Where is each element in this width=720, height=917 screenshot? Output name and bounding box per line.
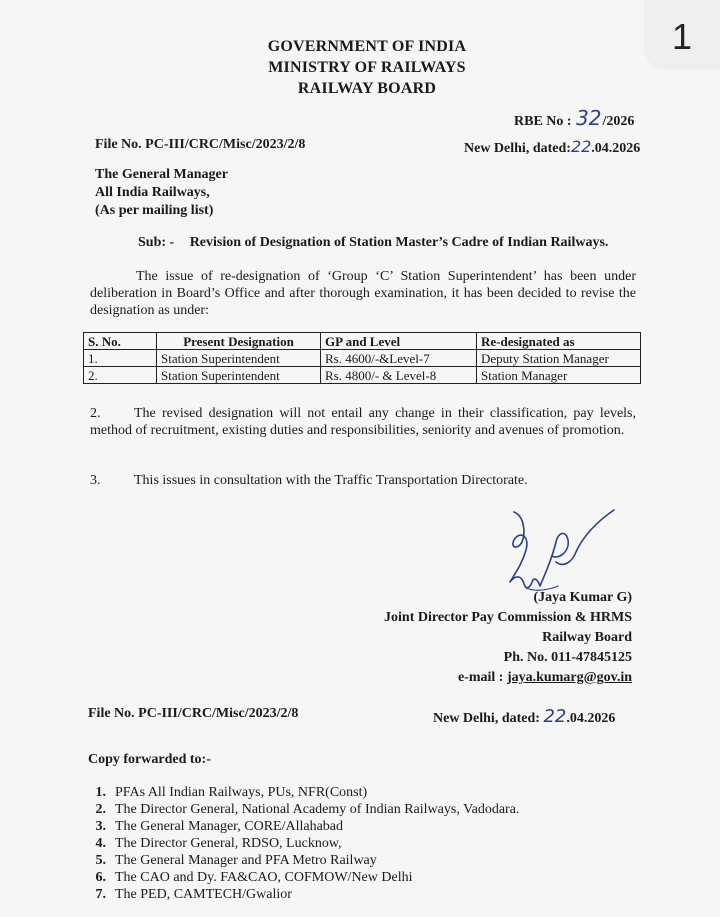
- header-ministry: MINISTRY OF RAILWAYS: [268, 59, 466, 76]
- addressee-line: The General Manager: [95, 167, 228, 182]
- list-item-text: The Director General, RDSO, Lucknow,: [115, 836, 342, 851]
- subject-label: Sub: -: [138, 235, 175, 250]
- signatory-block: [384, 588, 632, 688]
- signatory-designation: Joint Director Pay Commission & HRMS: [384, 610, 632, 625]
- footer-date-day-handwritten: 22: [543, 706, 567, 727]
- list-item: [86, 835, 519, 852]
- date-prefix: New Delhi, dated:: [464, 141, 571, 156]
- footer-file-number: File No. PC-III/CRC/Misc/2023/2/8: [88, 706, 299, 721]
- rbe-number-handwritten: 32: [576, 106, 602, 130]
- list-item-text: PFAs All Indian Railways, PUs, NFR(Const): [115, 785, 368, 800]
- column-header: S. No.: [84, 333, 157, 350]
- column-header: Re-designated as: [477, 333, 641, 350]
- paragraph-3: [90, 472, 636, 489]
- table-cell: Rs. 4600/-&Level-7: [321, 350, 477, 367]
- list-item-number: 5.: [95, 853, 106, 868]
- subject-text: Revision of Designation of Station Master’s Cadre of Indian Railways.: [189, 235, 609, 250]
- rbe-number: [514, 106, 634, 130]
- header-government: GOVERNMENT OF INDIA: [267, 38, 467, 55]
- signature-image: [496, 502, 626, 602]
- signatory-office: Railway Board: [542, 630, 632, 645]
- list-item: [86, 801, 519, 818]
- list-item: [86, 784, 519, 801]
- table-cell: 2.: [84, 367, 157, 384]
- signatory-name: (Jaya Kumar G): [533, 590, 632, 605]
- footer-date: [433, 706, 615, 727]
- addressee-block: [95, 166, 228, 220]
- signatory-phone: Ph. No. 011-47845125: [503, 650, 632, 665]
- list-item-number: 1.: [95, 785, 106, 800]
- list-item-text: The General Manager and PFA Metro Railway: [115, 853, 377, 868]
- paragraph-text: The revised designation will not entail any change in their classification, pay levels, method of recruitment, existing duties and responsibilities, seniority and avenues of promotion.: [90, 406, 636, 438]
- list-item-number: 6.: [95, 870, 106, 885]
- list-item-number: 4.: [95, 836, 106, 851]
- list-item: [86, 852, 519, 869]
- issue-date: [464, 137, 640, 157]
- addressee-line: All India Railways,: [95, 185, 210, 200]
- paragraph-text: This issues in consultation with the Traffic Transportation Directorate.: [134, 473, 528, 488]
- date-suffix: .04.2026: [591, 141, 641, 156]
- table-row: [84, 367, 641, 384]
- footer-date-suffix: .04.2026: [566, 711, 616, 726]
- list-item-text: The CAO and Dy. FA&CAO, COFMOW/New Delhi: [115, 870, 413, 885]
- footer-date-prefix: New Delhi, dated:: [433, 711, 544, 726]
- intro-paragraph: The issue of re-designation of ‘Group ‘C’ Station Superintendent’ has been under deliberation in Board’s Office and after thorough examination, it has been decided to revise the designation as under:: [90, 269, 636, 318]
- list-item-text: The General Manager, CORE/Allahabad: [115, 819, 344, 834]
- subject-line: [138, 235, 608, 251]
- column-header: Present Designation: [157, 333, 321, 350]
- column-header: GP and Level: [321, 333, 477, 350]
- date-day-handwritten: 22: [570, 137, 592, 156]
- table-row: [84, 350, 641, 367]
- table-cell: Rs. 4800/- & Level-8: [321, 367, 477, 384]
- email-label: e-mail :: [457, 670, 504, 685]
- paragraph-2: [90, 405, 636, 439]
- table-cell: Deputy Station Manager: [477, 350, 641, 367]
- table-cell: Station Superintendent: [157, 367, 321, 384]
- paragraph-number: 3.: [90, 473, 101, 488]
- copy-forwarded-list: [86, 784, 519, 903]
- signatory-email-line: [384, 668, 632, 688]
- table-cell: Station Superintendent: [157, 350, 321, 367]
- list-item-number: 3.: [95, 819, 106, 834]
- table-cell: Station Manager: [477, 367, 641, 384]
- list-item: [86, 818, 519, 835]
- list-item: [86, 886, 519, 903]
- header-board: RAILWAY BOARD: [297, 80, 437, 97]
- file-number: File No. PC-III/CRC/Misc/2023/2/8: [95, 137, 306, 152]
- list-item: [86, 869, 519, 886]
- email-link[interactable]: jaya.kumarg@gov.in: [506, 670, 632, 685]
- page-counter: 1: [644, 0, 720, 70]
- table-header-row: [84, 333, 641, 350]
- list-item-number: 2.: [95, 802, 106, 817]
- copy-forwarded-title: Copy forwarded to:-: [88, 752, 211, 767]
- rbe-suffix: /2026: [602, 114, 635, 129]
- designation-table: [83, 332, 641, 384]
- paragraph-number: 2.: [90, 406, 101, 421]
- list-item-number: 7.: [95, 887, 106, 902]
- table-cell: 1.: [84, 350, 157, 367]
- rbe-label: RBE No :: [514, 114, 576, 129]
- list-item-text: The PED, CAMTECH/Gwalior: [115, 887, 292, 902]
- list-item-text: The Director General, National Academy of Indian Railways, Vadodara.: [115, 802, 520, 817]
- addressee-line: (As per mailing list): [95, 203, 214, 218]
